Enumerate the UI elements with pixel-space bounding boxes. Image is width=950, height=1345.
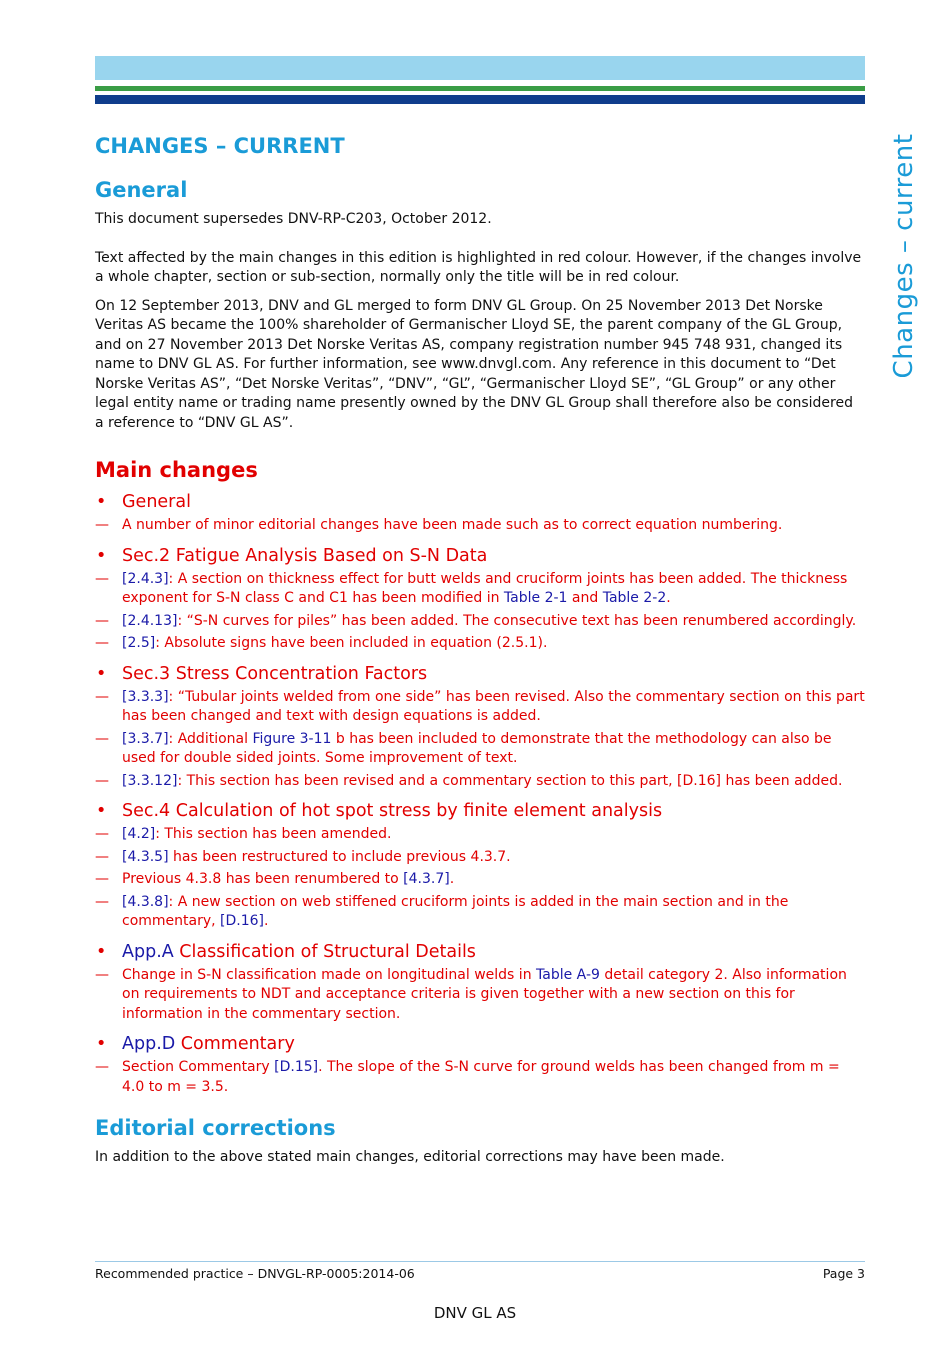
ref-link[interactable]: [2.4.3] — [122, 570, 169, 587]
section-app-d: • App.D Commentary — [95, 1032, 865, 1056]
ref-link[interactable]: [D.16] — [220, 913, 265, 929]
ref-link[interactable]: [4.3.8] — [122, 893, 169, 910]
change-item: — [3.3.3]: “Tubular joints welded from one side” has been revised. Also the commentary section on this part has been changed and text with design equations is added. — [95, 688, 865, 727]
page-content — [95, 132, 865, 1177]
change-item: — A number of minor editorial changes have been made such as to correct equation numbering. — [95, 516, 865, 536]
section-sec4: • Sec.4 Calculation of hot spot stress by finite element analysis — [95, 799, 865, 823]
section-app-a: • App.A Classification of Structural Details — [95, 940, 865, 964]
footer-page-number: Page 3 — [822, 1266, 865, 1281]
editorial-paragraph: In addition to the above stated main changes, editorial corrections may have been made. — [95, 1149, 725, 1165]
change-item: — Previous 4.3.8 has been renumbered to [4.3.7]. — [95, 870, 865, 890]
ref-link[interactable]: [4.2] — [122, 826, 156, 842]
section-sec2: • Sec.2 Fatigue Analysis Based on S-N Data — [95, 544, 865, 568]
general-paragraph-3: On 12 September 2013, DNV and GL merged to form DNV GL Group. On 25 November 2013 Det Norske Veritas AS became the 100% shareholder of Germanischer Lloyd SE, the parent company of the GL Group, and on 27 November 2013 Det Norske Veritas AS, company registration number 945 748 931, changed its name to DNV GL AS. For further information, see www.dnvgl.com. Any reference in this document to “Det Norske Veritas AS”, “Det Norske Veritas”, “DNV”, “GL”, “Germanischer Lloyd SE”, “GL Group” or any other legal entity name or trading name presently owned by the DNV GL Group shall therefore also be considered a reference to “DNV GL AS”. — [95, 297, 853, 431]
main-changes-heading: Main changes — [95, 458, 258, 482]
side-tab-label: Changes – current — [889, 133, 919, 379]
change-item: — [4.3.8]: A new section on web stiffened cruciform joints is added in the main section and in the commentary, [D.16]. — [95, 893, 865, 932]
ref-link[interactable]: Table 2-1 — [503, 590, 568, 606]
page-title: CHANGES – CURRENT — [95, 134, 345, 158]
change-item: — [3.3.12]: This section has been revised and a commentary section to this part, [D.16] has been added. — [95, 772, 865, 792]
header-band-green — [95, 86, 865, 91]
change-item: — [4.3.5] has been restructured to include previous 4.3.7. — [95, 848, 865, 868]
section-general: • General — [95, 490, 865, 514]
ref-link[interactable]: [D.15] — [274, 1059, 319, 1075]
ref-link[interactable]: [4.3.7] — [403, 871, 450, 887]
ref-link[interactable]: [3.3.12] — [122, 772, 178, 789]
ref-link[interactable]: Table A-9 — [536, 966, 600, 983]
ref-link[interactable]: Table 2-2 — [602, 590, 667, 606]
ref-link[interactable]: Figure 3-11 — [252, 730, 332, 747]
change-item: — [2.4.3]: A section on thickness effect for butt welds and cruciform joints has been added. The thickness exponent for S-N class C and C1 has been modified in Table 2-1 and Table 2-2. — [95, 570, 865, 609]
header-band-blue — [95, 95, 865, 104]
editorial-heading: Editorial corrections — [95, 1116, 336, 1140]
ref-link[interactable]: [2.4.13] — [122, 612, 178, 629]
change-item: — [2.5]: Absolute signs have been included in equation (2.5.1). — [95, 634, 865, 654]
header-band-light — [95, 56, 865, 80]
footer-company: DNV GL AS — [433, 1304, 517, 1322]
ref-link[interactable]: [3.3.3] — [122, 688, 169, 705]
footer-divider — [95, 1261, 865, 1262]
change-item: — [3.3.7]: Additional Figure 3-11 b has been included to demonstrate that the methodology can also be used for double sided joints. Some improvement of text. — [95, 730, 865, 769]
general-paragraph-1: This document supersedes DNV-RP-C203, October 2012. — [95, 211, 492, 227]
ref-link[interactable]: [2.5] — [122, 635, 156, 651]
change-item: — Section Commentary [D.15]. The slope of the S-N curve for ground welds has been changed from m = 4.0 to m = 3.5. — [95, 1058, 865, 1097]
change-item: — [4.2]: This section has been amended. — [95, 825, 865, 845]
section-sec3: • Sec.3 Stress Concentration Factors — [95, 662, 865, 686]
general-heading: General — [95, 178, 188, 202]
ref-link[interactable]: App.D — [122, 1034, 176, 1054]
footer-document-id: Recommended practice – DNVGL-RP-0005:2014-06 — [95, 1266, 415, 1281]
change-item: — Change in S-N classification made on longitudinal welds in Table A-9 detail category 2. Also information on requirements to NDT and acceptance criteria is given together with a new section on this for information in the commentary section. — [95, 966, 865, 1025]
side-tab — [874, 133, 934, 379]
ref-link[interactable]: [4.3.5] — [122, 848, 169, 865]
ref-link[interactable]: App.A — [122, 941, 174, 962]
change-item: — [2.4.13]: “S-N curves for piles” has been added. The consecutive text has been renumbered accordingly. — [95, 612, 865, 632]
general-paragraph-2: Text affected by the main changes in this edition is highlighted in red colour. However, if the changes involve a whole chapter, section or sub-section, normally only the title will be in red colour. — [95, 249, 862, 285]
ref-link[interactable]: [3.3.7] — [122, 730, 169, 747]
